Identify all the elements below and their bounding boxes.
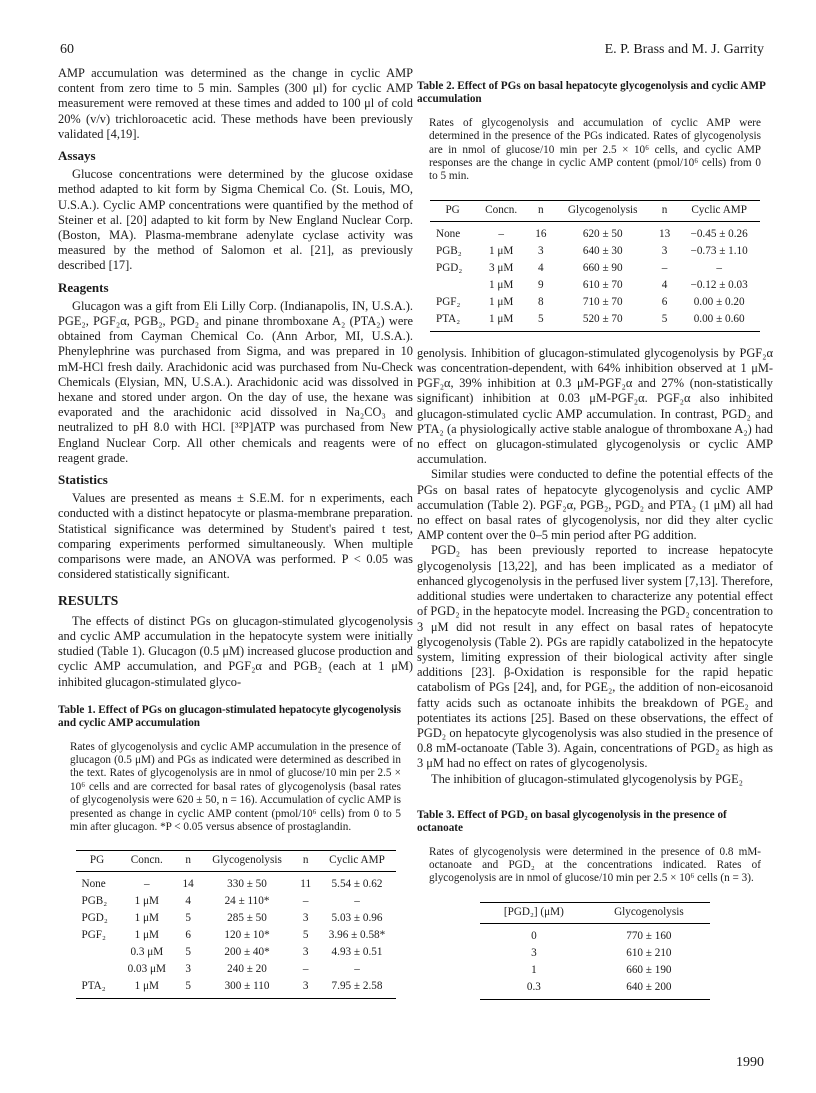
table2-cell: 710 ± 70: [582, 295, 623, 308]
table2-cell: PTA₂: [430, 311, 475, 332]
table2-cell: 9: [538, 278, 544, 291]
table1-row: [76, 927, 396, 944]
table1-cell: 200 ± 40*: [224, 946, 270, 959]
table1-header-cell: Glycogenolysis: [201, 851, 293, 872]
table3-cell: 0: [531, 929, 537, 942]
table1-row: [76, 893, 396, 910]
table2-row: [430, 311, 760, 332]
table3: [480, 902, 710, 1000]
table1-cell: 240 ± 20: [227, 963, 267, 976]
table1-cell: 3: [185, 963, 191, 976]
table1-cell: 5: [302, 929, 309, 942]
reagents-paragraph: Glucagon was a gift from Eli Lilly Corp. (Indianapolis, IN, U.S.A.). PGE₂, PGF₂α, PGB₂, PGD₂ and pinane thromboxane A₂ (PTA₂) were obtained from Cayman Chemical Co. (Ann Arbor, MI, U.S.A.). Phenylephrine was purchased from Sigma, and was prepared in 10 mM-HCl fresh daily. Arachidonic acid was purchased from Nu-Check Chemicals (Elysian, MN, U.S.A.). Arachidonic acid was dissolved in hexane and stored under argon. On the day of use, the hexane was evaporated and the arachidonic acid dissolved in Na₂CO₃ and neutralized to pH 8.0 with HCl. [³²P]ATP was purchased from New England Nuclear Corp. All other chemicals and reagents were of reagent grade.: [58, 298, 413, 465]
table3-header-cell: Glycogenolysis: [588, 902, 710, 923]
table1-header-cell: Concn.: [119, 851, 176, 872]
table2-cell: 1 μM: [489, 244, 514, 257]
table1-cell: 5.03 ± 0.96: [331, 912, 383, 925]
table3-row: [480, 962, 710, 979]
table1-cell: 5.54 ± 0.62: [331, 878, 383, 891]
table1-cell: PTA₂: [76, 978, 119, 999]
table2-cell: 620 ± 50: [582, 227, 623, 240]
table1-cell: 1 μM: [134, 912, 159, 925]
table2-cell: −0.73 ± 1.10: [690, 244, 748, 257]
table1-cell: 1 μM: [119, 978, 176, 999]
table2-cell: 0.00 ± 0.60: [678, 311, 760, 332]
table2-row: [430, 221, 760, 243]
table1-cell: 7.95 ± 2.58: [318, 978, 395, 999]
table2-cell: 3: [538, 244, 544, 257]
table3-cell: 3: [531, 946, 537, 959]
table1-header-cell: n: [293, 851, 319, 872]
table1-row: [76, 978, 396, 999]
table2-header-cell: n: [651, 200, 678, 221]
table1-cell: 3: [302, 946, 309, 959]
table2-cell: 13: [658, 227, 671, 240]
table1-cell: PGB₂: [81, 895, 108, 908]
table1-cell: 120 ± 10*: [224, 929, 270, 942]
table2-header-cell: Concn.: [475, 200, 527, 221]
assays-heading: Assays: [58, 148, 96, 164]
table2-cell: PGD₂: [436, 261, 463, 274]
table2-cell: 0.00 ± 0.20: [693, 295, 745, 308]
table1-row: [76, 910, 396, 927]
table2-cell: 1 μM: [489, 278, 514, 291]
table2-cell: 3: [661, 244, 668, 257]
table2-row: [430, 294, 760, 311]
table2-header-cell: n: [527, 200, 554, 221]
table2-cell: 5: [527, 311, 554, 332]
table1-cell: 0.03 μM: [127, 963, 166, 976]
table3-cell: 0.3: [480, 979, 588, 1000]
table1-cell: 1 μM: [134, 895, 159, 908]
table1-cell: 3: [302, 912, 309, 925]
table2-cell: –: [661, 261, 668, 274]
table3-note: Rates of glycogenolysis were determined in the presence of 0.8 mM-octanoate and PGD₂ at the concentrations indicated. Rates of glycogenolysis are in nmol of glucose/10 min per 2.5 × 10⁶ cells (n = 3).: [429, 845, 761, 885]
page-number: 60: [60, 42, 74, 57]
table1-cell: 5: [185, 912, 191, 925]
results-paragraph-5: The inhibition of glucagon-stimulated glycogenolysis by PGE₂: [431, 771, 743, 786]
table2-cell: 1 μM: [475, 311, 527, 332]
table2-cell: 1 μM: [489, 295, 514, 308]
table2-caption: Table 2. Effect of PGs on basal hepatocyte glycogenolysis and cyclic AMP accumulation: [417, 80, 766, 106]
table3-cell: 610 ± 210: [626, 946, 672, 959]
table1-cell: 300 ± 110: [201, 978, 293, 999]
table1-cell: –: [354, 895, 360, 908]
table3-row: [480, 923, 710, 945]
table2-cell: PGB₂: [436, 244, 462, 257]
table3-caption: Table 3. Effect of PGD₂ on basal glycogenolysis in the presence of octanoate: [417, 808, 727, 835]
table3-row: [480, 979, 710, 1000]
table3-cell: 1: [531, 963, 537, 976]
table2-cell: –: [498, 227, 504, 240]
table1-caption: Table 1. Effect of PGs on glucagon-stimulated hepatocyte glycogenolysis and cyclic AMP accumulation: [58, 703, 401, 730]
table2-cell: 5: [651, 311, 678, 332]
table1-cell: 330 ± 50: [227, 878, 267, 891]
results-paragraph-4: PGD₂ has been previously reported to increase hepatocyte glycogenolysis [13,22], and has been implicated as a mediator of enhanced glycogenolysis in the perfused liver system [7,13]. Therefore, additional studies were undertaken to characterize any potential effect of PGD₂ in the hepatocyte model. Increasing the PGD₂ concentration to 3 μM did not result in any effect on basal rates of hepatocyte glycogenolysis (Table 2). PGs are rapidly catabolized in the hepatocyte system, limiting expression of their biological activity after single additions [23]. β-Oxidation is responsible for the rapid hepatic catabolism of PGs [24], and, for PGE₂, the addition of non-eicosanoid fatty acids such as octanoate inhibits the breakdown of PGE₂ and potentiates its actions [25]. Based on these observations, the effect of PGD₂ on hepatocyte glycogenolysis was also studied in the presence of 0.8 mM-octanoate (Table 3). Again, concentrations of PGD₂ as high as 3 μM had no effect on rates of glycogenolysis.: [417, 543, 773, 771]
table2-header-row: [430, 200, 760, 221]
table1-cell: 5: [175, 978, 201, 999]
table1-header-row: [76, 851, 396, 872]
table2-cell: PGF₂: [436, 295, 461, 308]
table1-header-cell: Cyclic AMP: [318, 851, 395, 872]
table1-cell: [76, 944, 119, 961]
table2-cell: 610 ± 70: [582, 278, 623, 291]
table3-cell: 640 ± 200: [588, 979, 710, 1000]
table2-cell: 520 ± 70: [555, 311, 651, 332]
results-paragraph-3: Similar studies were conducted to define the potential effects of the PGs on basal rates of hepatocyte glycogenolysis and cyclic AMP accumulation (Table 2). PGF₂α, PGB₂, PGD₂ and PTA₂ (1 μM) all had no effect on basal rates of glycogenolysis, nor did they alter cyclic AMP content over the 0–5 min period after PG addition.: [417, 467, 773, 543]
table2-row: [430, 277, 760, 294]
table3-cell: 770 ± 160: [626, 929, 672, 942]
table1-note: Rates of glycogenolysis and cyclic AMP accumulation in the presence of glucagon (0.5 μM) and PGs as indicated were determined as described in the text. Rates of glycogenolysis are in nmol of glucose/10 min per 2.5 × 10⁶ cells and are corrected for basal rates of glycogenolysis (basal rates of glycogenolysis were 620 ± 50, n = 16). Accumulation of cyclic AMP is presented as change in cyclic AMP content (pmol/10⁶ cells) from 0 to 5 min after glucagon. *P < 0.05 versus absence of prostaglandin.: [70, 740, 401, 833]
table1-cell: 285 ± 50: [227, 912, 267, 925]
assays-paragraph: Glucose concentrations were determined by the glucose oxidase method adapted to kit form by Sigma Chemical Co. (St. Louis, MO, U.S.A.). Cyclic AMP concentrations were quantified by the method of Steiner et al. [20] adapted to kit form by New England Nuclear Corp. (Boston, MA). Plasma-membrane adenylate cyclase activity was measured by the method of Salomon et al. [21], as previously described [17].: [58, 167, 413, 273]
table2-header-cell: PG: [430, 200, 475, 221]
statistics-heading: Statistics: [58, 472, 108, 488]
table1-cell: 3: [293, 978, 319, 999]
table1-cell: None: [81, 878, 106, 891]
table1-cell: PGD₂: [81, 912, 108, 925]
table1-cell: 6: [185, 929, 191, 942]
table2-cell: 16: [535, 227, 547, 240]
statistics-paragraph: Values are presented as means ± S.E.M. for n experiments, each conducted with a distinct hepatocyte or plasma-membrane preparation. Statistical significance was determined by Student's paired t test, comparing experiments performed simultaneously. When multiple comparisons were made, an ANOVA was performed. P < 0.05 was considered statistically significant.: [58, 491, 413, 582]
table2: [430, 200, 760, 332]
results-paragraph-2: genolysis. Inhibition of glucagon-stimulated glycogenolysis by PGF₂α was concentration-dependent, with 64% inhibition observed at 1 μM-PGF₂α, 39% inhibition at 0.3 μM-PGF₂α and 27% (non-statistically significant) inhibition at 0.03 μM-PGF₂α. PGF₂α also inhibited glucagon-stimulated cyclic AMP accumulation. In contrast, PGD₂ and PTA₂ (a physiologically active stable analogue of thromboxane A₂) had no effect on glucagon-stimulated glycogenolysis or cyclic AMP accumulation.: [417, 345, 773, 467]
table2-header-cell: Glycogenolysis: [555, 200, 651, 221]
table1-cell: –: [302, 963, 309, 976]
table2-row: [430, 260, 760, 277]
table1-cell: [76, 961, 119, 978]
table2-cell: 6: [661, 295, 668, 308]
table2-cell: 640 ± 30: [582, 244, 623, 257]
table2-row: [430, 243, 760, 260]
table1-row: [76, 961, 396, 978]
table3-header-row: [480, 902, 710, 923]
table2-cell: [430, 277, 475, 294]
table2-cell: 3 μM: [489, 261, 514, 274]
results-heading: RESULTS: [58, 592, 119, 608]
table1-cell: 14: [182, 878, 194, 891]
results-paragraph: The effects of distinct PGs on glucagon-stimulated glycogenolysis and cyclic AMP accumulation in the hepatocyte system were initially studied (Table 1). Glucagon (0.5 μM) increased glucose production and cyclic AMP accumulation, and PGF₂α and PGB₂ (each at 1 μM) inhibited glucagon-stimulated glyco-: [58, 613, 413, 689]
table1-cell: –: [302, 895, 309, 908]
table1: [76, 850, 396, 999]
table1-cell: 1 μM: [134, 929, 159, 942]
table2-cell: 4: [538, 261, 544, 274]
table2-cell: −0.45 ± 0.26: [690, 227, 748, 240]
table2-note: Rates of glycogenolysis and accumulation of cyclic AMP were determined in the presence of the PGs indicated. Rates of glycogenolysis are in nmol of glucose/10 min per 2.5 × 10⁶ cells, and cyclic AMP responses are the change in cyclic AMP content (pmol/10⁶ cells) from 0 to 5 min.: [429, 116, 761, 183]
right-column: [417, 80, 773, 1000]
table2-header-cell: Cyclic AMP: [678, 200, 760, 221]
table2-cell: –: [716, 261, 722, 274]
left-column: [58, 66, 413, 999]
table3-row: [480, 945, 710, 962]
table3-cell: 660 ± 190: [626, 963, 672, 976]
table2-cell: 8: [538, 295, 544, 308]
table1-cell: 5: [185, 946, 191, 959]
table2-cell: 4: [661, 278, 668, 291]
table1-cell: 4.93 ± 0.51: [331, 946, 383, 959]
table1-cell: 4: [185, 895, 191, 908]
table1-cell: –: [354, 963, 360, 976]
table1-header-cell: PG: [76, 851, 119, 872]
table1-header-cell: n: [175, 851, 201, 872]
table1-row: [76, 944, 396, 961]
table1-cell: 24 ± 110*: [224, 895, 270, 908]
running-header-authors: E. P. Brass and M. J. Garrity: [604, 42, 764, 57]
table1-row: [76, 872, 396, 894]
table1-cell: 0.3 μM: [130, 946, 164, 959]
table3-header-cell: [PGD₂] (μM): [480, 902, 588, 923]
table1-cell: PGF₂: [81, 929, 106, 942]
methods-intro-paragraph: AMP accumulation was determined as the change in cyclic AMP content from zero time to 5 min. Samples (300 μl) for cyclic AMP measurement were removed at these times and added to 100 μl of cold 20% (v/v) trichloroacetic acid. These methods have been previously validated [4,19].: [58, 66, 413, 141]
table1-cell: 3.96 ± 0.58*: [328, 929, 386, 942]
table2-cell: None: [436, 227, 461, 240]
table2-cell: 660 ± 90: [582, 261, 623, 274]
page-footer-year: 1990: [736, 1055, 764, 1070]
table1-cell: 11: [300, 878, 312, 891]
table2-cell: −0.12 ± 0.03: [690, 278, 748, 291]
reagents-heading: Reagents: [58, 279, 109, 295]
table1-cell: –: [144, 878, 150, 891]
